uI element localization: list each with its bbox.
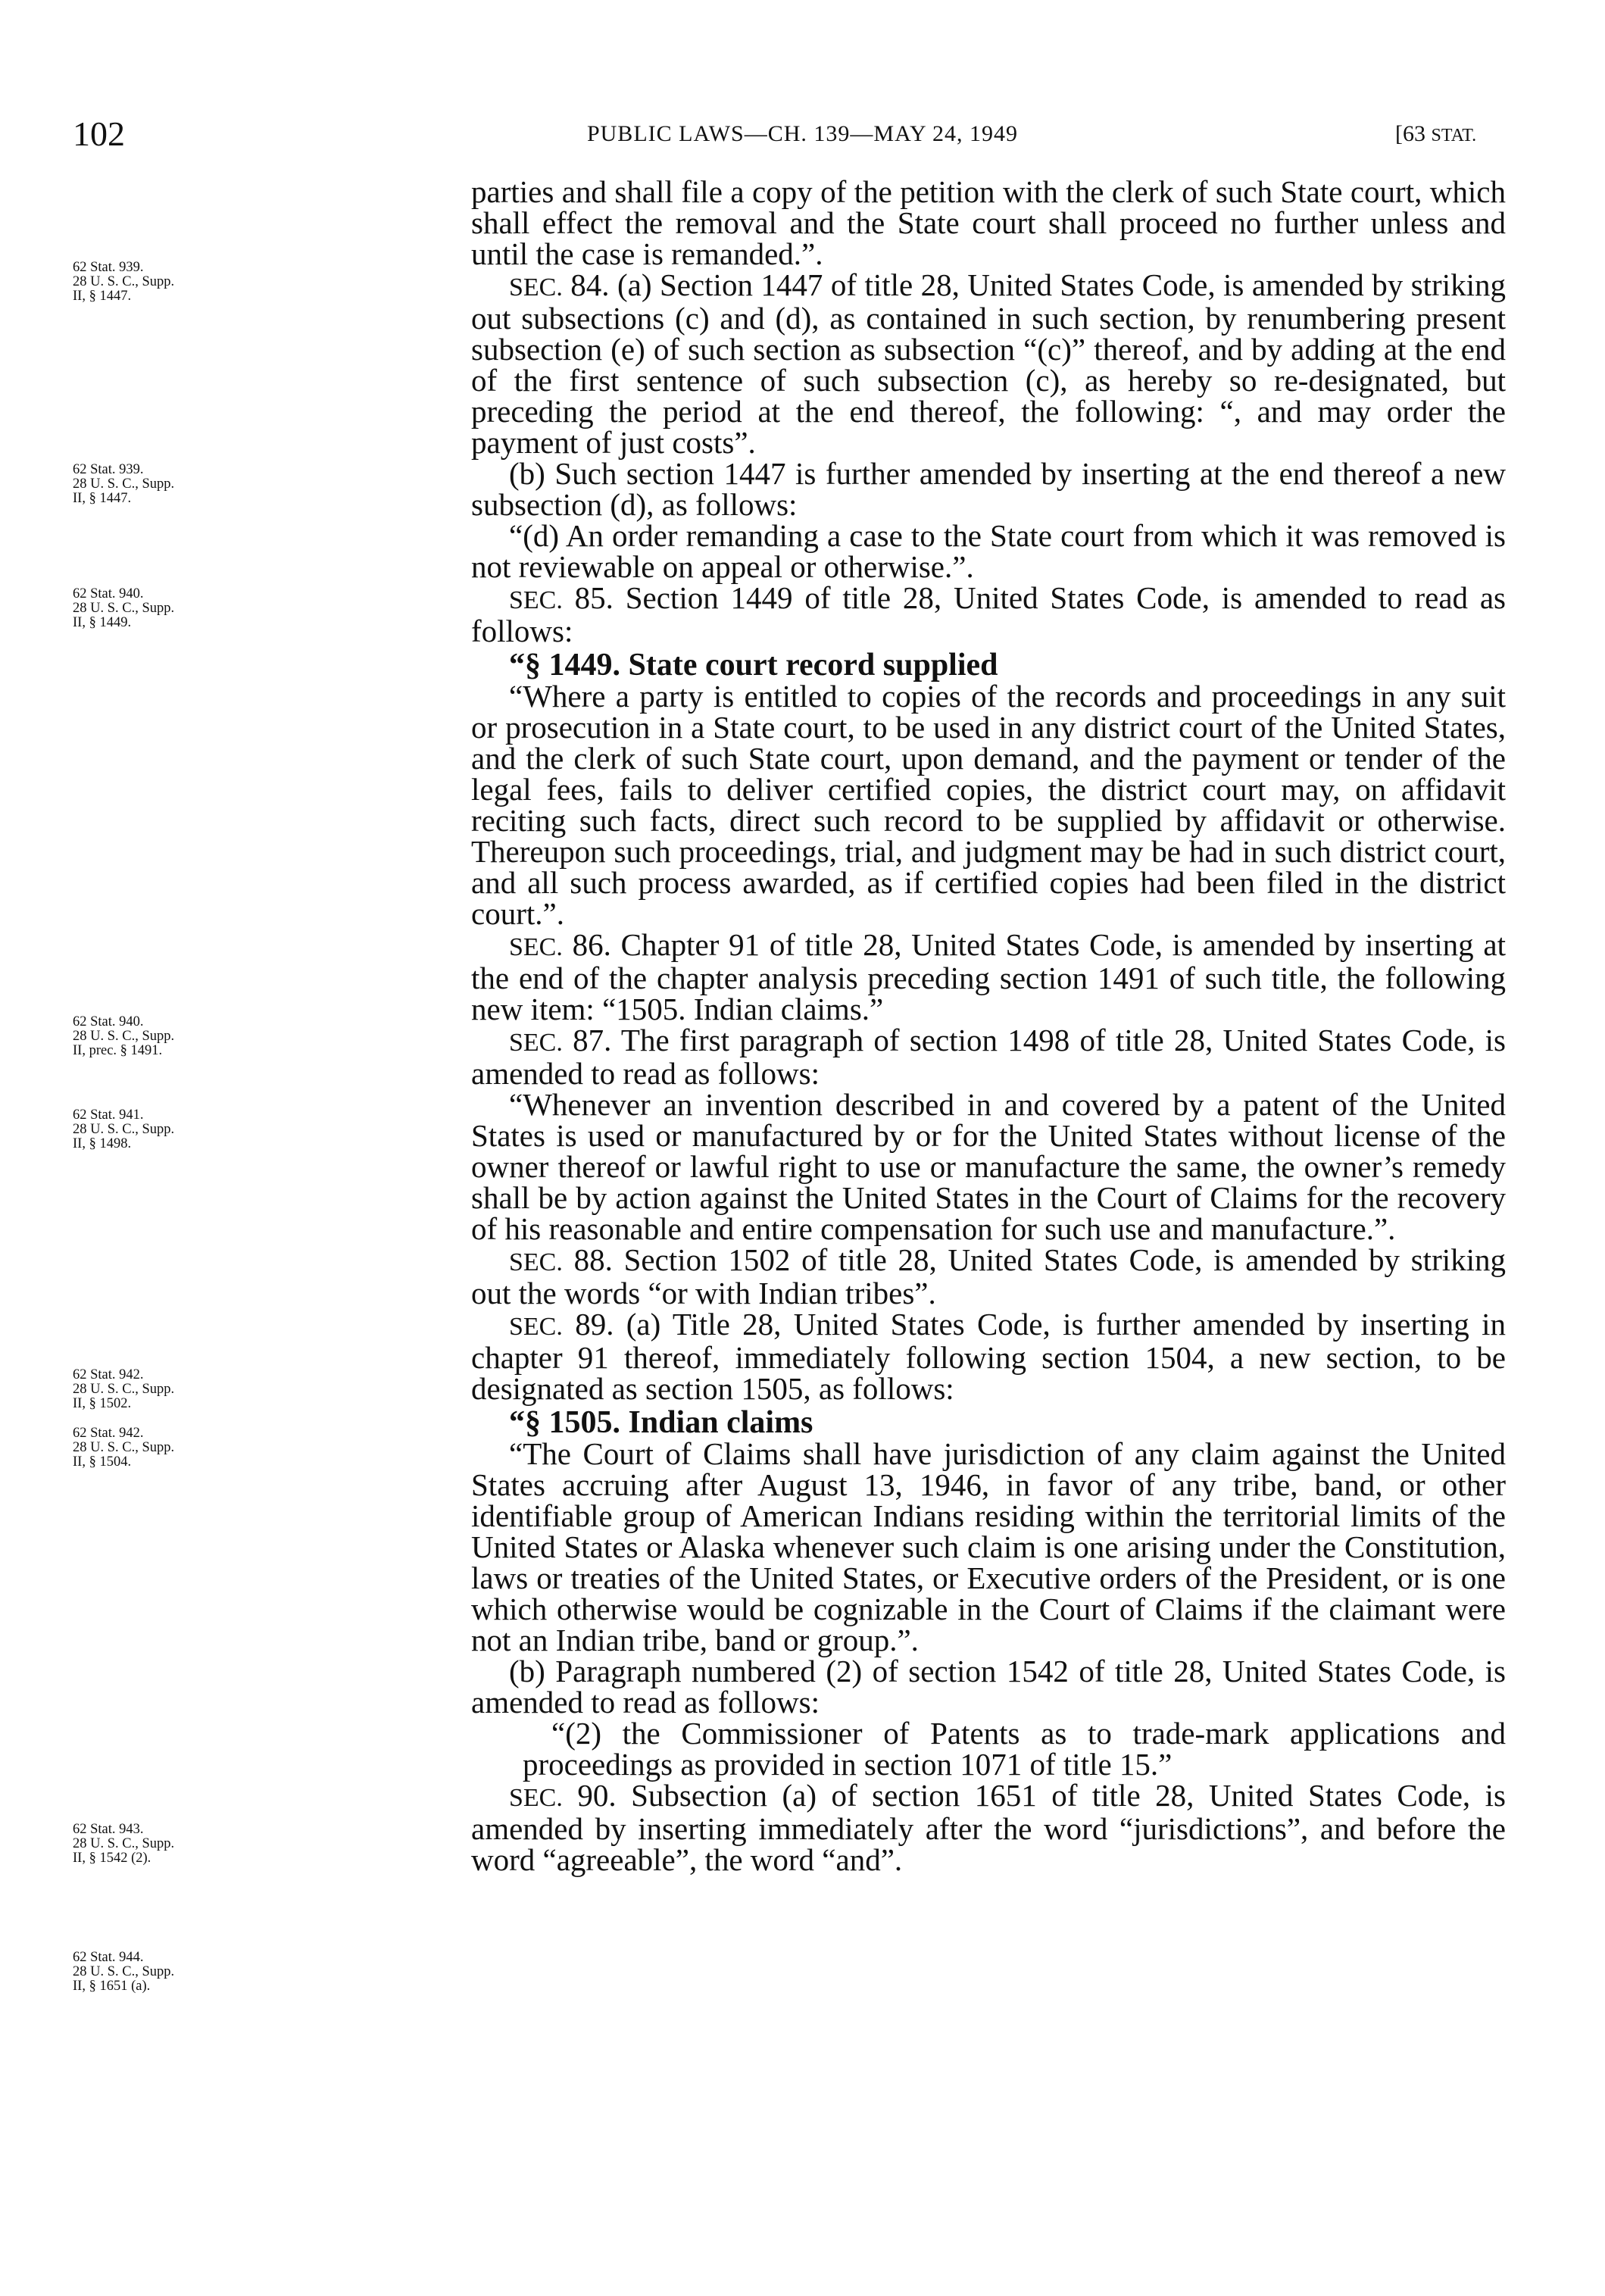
margin-note: 62 Stat. 939. 28 U. S. C., Supp. II, § 1447.	[73, 462, 175, 506]
section-text: 86. Chapter 91 of title 28, United States Code, is amended by inserting at the end of the chapter analysis preceding section 1491 of such title, the following new item: “1505. Indian claims.”	[471, 927, 1506, 1026]
section-text: 87. The first paragraph of section 1498 of title 28, United States Code, is amended to read as follows:	[471, 1023, 1506, 1091]
margin-note: 62 Stat. 942. 28 U. S. C., Supp. II, § 1502.	[73, 1367, 175, 1411]
volume-citation	[1395, 121, 1476, 147]
section-label: SEC.	[509, 1029, 563, 1057]
page-number: 102	[73, 114, 125, 153]
section-text: 84. (a) Section 1447 of title 28, United States Code, is amended by striking out subsections (c) and (d), as contained in such section, by renumbering present subsection (e) of such section as subsection “(c)” thereof, and by adding at the end of the first sentence of such subsection (c), as hereby so re-designated, but preceding the period at the end thereof, the following: “, and may order the payment of just costs”.	[471, 267, 1506, 460]
margin-note: 62 Stat. 942. 28 U. S. C., Supp. II, § 1504.	[73, 1426, 175, 1470]
margin-note: 62 Stat. 941. 28 U. S. C., Supp. II, § 1498.	[73, 1107, 175, 1151]
paragraph: parties and shall file a copy of the petition with the clerk of such State court, which shall effect the removal and the State court shall proceed no further unless and until the case is remanded.”.	[471, 174, 1506, 271]
volume-label: STAT.	[1431, 126, 1477, 145]
section-84	[471, 267, 1506, 460]
section-85	[471, 580, 1506, 648]
page-header	[0, 114, 1605, 159]
margin-note: 62 Stat. 944. 28 U. S. C., Supp. II, § 1651 (a).	[73, 1950, 175, 1994]
section-text: 85. Section 1449 of title 28, United States Code, is amended to read as follows:	[471, 580, 1506, 648]
quoted-subsection: “(d) An order remanding a case to the State court from which it was removed is not reviewable on appeal or otherwise.”.	[471, 518, 1506, 584]
paragraph: (b) Such section 1447 is further amended by inserting at the end thereof a new subsection (d), as follows:	[471, 456, 1506, 522]
section-86	[471, 929, 1506, 1025]
paragraph: (b) Paragraph numbered (2) of section 1542 of title 28, United States Code, is amended to read as follows:	[471, 1654, 1506, 1720]
margin-note: 62 Stat. 940. 28 U. S. C., Supp. II, § 1449.	[73, 586, 175, 630]
section-label: SEC.	[509, 586, 563, 614]
section-label: SEC.	[509, 1784, 563, 1812]
margin-note: 62 Stat. 940. 28 U. S. C., Supp. II, prec. § 1491.	[73, 1014, 175, 1058]
section-label: SEC.	[509, 273, 563, 301]
volume-prefix: [63	[1395, 121, 1432, 146]
paragraph: “Whenever an invention described in and covered by a patent of the United States is used or manufactured by or for the United States without license of the owner thereof or lawful right to use or manufacture the same, the owner’s remedy shall be by action against the United States in the Court of Claims for the recovery of his reasonable and entire compensation for such use and manufacture.”.	[471, 1087, 1506, 1246]
section-89	[471, 1309, 1506, 1404]
margin-note: 62 Stat. 939. 28 U. S. C., Supp. II, § 1447.	[73, 260, 175, 304]
section-87	[471, 1025, 1506, 1089]
section-label: SEC.	[509, 933, 563, 961]
section-90	[471, 1780, 1506, 1876]
section-heading: “§ 1505. Indian claims	[509, 1405, 813, 1440]
section-label: SEC.	[509, 1248, 563, 1276]
section-88	[471, 1242, 1506, 1310]
quoted-item: “(2) the Commissioner of Patents as to trade-mark applications and proceedings as provided in section 1071 of title 15.”	[523, 1716, 1506, 1782]
paragraph: “Where a party is entitled to copies of the records and proceedings in any suit or prosecution in a State court, to be used in any district court of the United States, and the clerk of such State court, upon demand, and the payment or tender of the legal fees, fails to deliver certified copies, the district court may, on affidavit reciting such facts, direct such record to be supplied by affidavit or otherwise. Thereupon such proceedings, trial, and judgment may be had in such district court, and all such process awarded, as if certified copies had been filed in the district court.”.	[471, 679, 1506, 931]
margin-note: 62 Stat. 943. 28 U. S. C., Supp. II, § 1542 (2).	[73, 1822, 175, 1866]
paragraph: “The Court of Claims shall have jurisdiction of any claim against the United States accruing after August 13, 1946, in favor of any tribe, band, or other identifiable group of American Indians residing within the territorial limits of the United States or Alaska whenever such claim is one arising under the Constitution, laws or treaties of the United States, or Executive orders of the President, or is one which otherwise would be cognizable in the Court of Claims if the claimant were not an Indian tribe, band or group.”.	[471, 1436, 1506, 1657]
running-head: PUBLIC LAWS—CH. 139—MAY 24, 1949	[586, 121, 1019, 146]
section-heading: “§ 1449. State court record supplied	[509, 648, 998, 683]
section-text: 88. Section 1502 of title 28, United States Code, is amended by striking out the words “or with Indian tribes”.	[471, 1242, 1506, 1310]
section-text: 90. Subsection (a) of section 1651 of title 28, United States Code, is amended by inserting immediately after the word “jurisdictions”, and before the word “agreeable”, the word “and”.	[471, 1778, 1506, 1877]
section-text: 89. (a) Title 28, United States Code, is further amended by inserting in chapter 91 thereof, immediately following section 1504, a new section, to be designated as section 1505, as follows:	[471, 1307, 1506, 1406]
body-text	[471, 176, 1506, 1876]
section-label: SEC.	[509, 1313, 563, 1341]
